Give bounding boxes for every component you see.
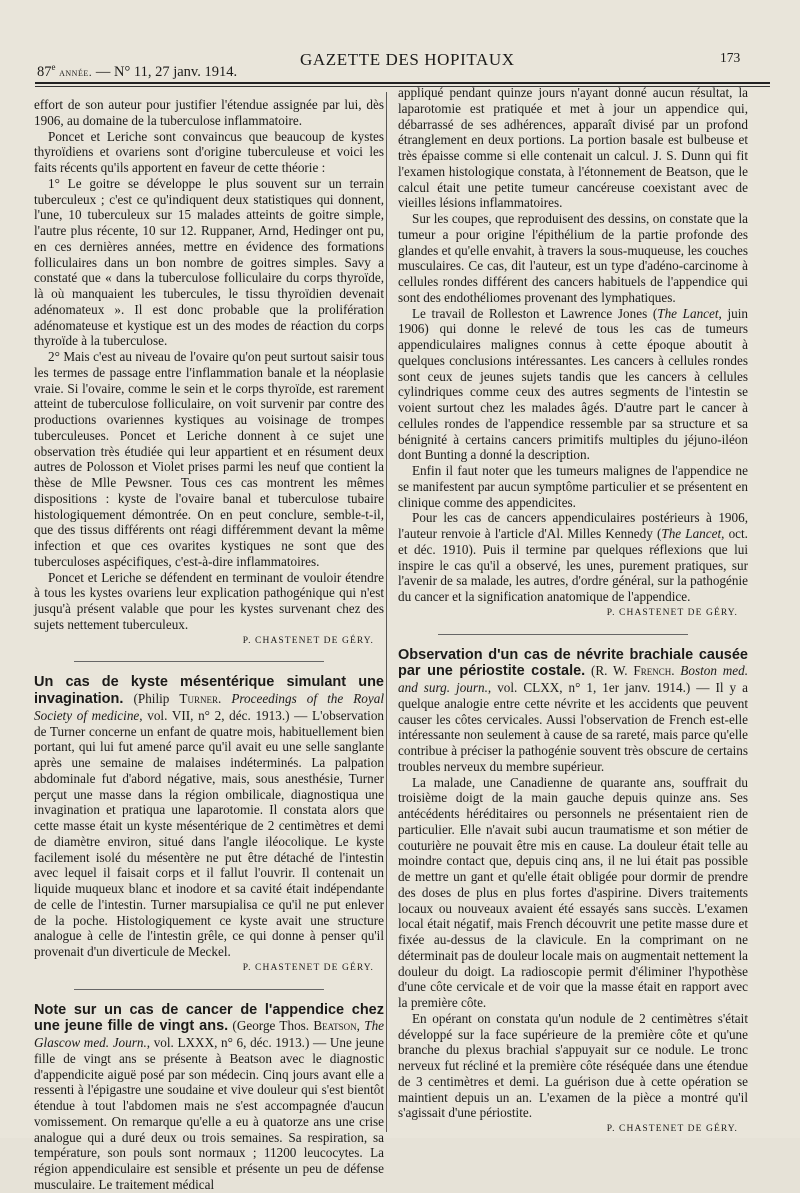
citation-journal: The Lancet — [657, 305, 719, 321]
citation-text: (Philip — [133, 691, 180, 706]
article-separator — [74, 989, 324, 990]
article-appendice — [34, 1002, 384, 1193]
left-column — [34, 97, 384, 1193]
issue-number: 87 — [37, 63, 52, 80]
article-kyste — [34, 674, 384, 960]
article-separator — [74, 661, 324, 662]
header-rule-thick — [35, 82, 770, 84]
citation-journal: The Glascow med. Journ. — [34, 1018, 385, 1050]
article-nevrite — [398, 647, 748, 775]
paragraph: Sur les coupes, que reproduisent des dessins, on constate que la tumeur a pour origine l'épithélium de la partie profonde des glandes et qu'elle envahit, à travers la sous-muqueuse, les couches musculaires. Ce cas, dit l'auteur, est un type d'adéno-carcinome à cellules rondes différent des cancers habituels de l'appendice qui sont des endothéliomes provenant des lymphatiques. — [398, 211, 748, 305]
paragraph-text: Le travail de Rolleston et Lawrence Jones ( — [412, 305, 658, 321]
citation-author: French — [633, 663, 672, 679]
signature: P. CHASTENET DE GÉRY. — [606, 607, 738, 618]
paragraph — [398, 510, 748, 605]
citation-journal: The Lancet — [661, 526, 722, 541]
issue-date: — N° 11, 27 janv. 1914. — [92, 63, 238, 80]
paragraph-text: , juin 1906) qui donne le relevé de tous les cas de tumeurs appendiculaires malignes connus à cette époque aboutit à quelques conclusions intéressantes. Les cancers à cellules rondes sont ceux de jeunes sujets tandis que les cancers à cellules cylindriques comme ceux des autres segments de l'intestin se voient surtout chez les malades âgés. D'autre part le cancer à cellules rondes de l'appendice ressemble par sa structure et sa bénignité à certains cancers primitifs multiples du jéjuno-iléon dont Bunting a donné la description. — [398, 305, 748, 463]
page-number: 173 — [720, 50, 741, 65]
issue-info — [37, 62, 237, 81]
citation-text: , — [356, 1018, 365, 1034]
citation-text: , vol. CLXX, n° 1, 1er janv. 1914.) — — [487, 680, 716, 695]
paragraph — [398, 306, 748, 464]
signature: P. CHASTENET DE GÉRY. — [242, 962, 374, 973]
article-body: Il y a quelque analogie entre cette névrite et les accidents que peuvent causer les côtes cervicales. Aussi l'observation de French est-elle intéressante non seulement à cause de sa rareté, mais parce qu'elle contribue à préciser la pathogénie souvent très obscure de certains troubles nerveux du membre supérieur. — [398, 680, 748, 774]
citation-text: . — [217, 691, 232, 706]
citation-text: (R. W. — [585, 663, 634, 679]
article-title: Observation d'un cas de névrite brachiale causée par une périostite costale. — [398, 646, 748, 680]
citation-text: , vol. LXXX, n° 6, déc. 1913.) — — [146, 1035, 330, 1050]
paragraph-text: , oct. et déc. 1910). Puis il termine par quelques réflexions que lui inspire le cas qu'il a observé, les unes, purement pratiques, sur l'avenir de sa malade, les autres, d'ordre général, sur la pathogénie du cancer et la signification anatomique de l'appendice. — [398, 526, 748, 604]
citation-text: (George Thos. — [228, 1018, 314, 1034]
citation-journal: Proceedings of the Royal Society of medicine — [34, 691, 385, 723]
article-body: Une jeune fille de vingt ans se présente à Beatson avec le diagnostic d'appendicite aiguë posé par son médecin. Cinq jours avant elle a ressenti à l'épigastre une soudaine et vive douleur qui s'est bientôt étendue à tout l'abdomen mais ne s'est accompagnée d'aucun vomissement. On remarque qu'elle a eu à quatorze ans une crise analogue qui a duré deux ou trois semaines. Sa respiration, sa température, son pouls sont normaux ; 11200 leucocytes. La région appendiculaire est sensible et présente un peu de défense musculaire. Le traitement médical — [34, 1035, 384, 1192]
paragraph: appliqué pendant quinze jours n'ayant donné aucun résultat, la laparotomie est pratiquée et met à jour un appendice qui, débarrassé de ses adhérences, apparaît divisé par un profond étranglement en deux portions. La portion basale est bulbeuse et très épaisse comme si elle contenait un calcul. J. S. Dunn qui fit l'examen histologique constata, à l'étonnement de Beatson, que le calcul était une petite tumeur cancéreuse coexistant avec de vieilles lésions inflammatoires. — [398, 85, 748, 211]
article-title: Note sur un cas de cancer de l'appendice chez une jeune fille de vingt ans. — [34, 1001, 384, 1035]
issue-label: année. — [59, 64, 93, 79]
paragraph: Poncet et Leriche se défendent en terminant de vouloir étendre à tous les kystes ovariens leur explication pathogénique qui n'est jusqu'à présent valable que pour les kystes survenant chez des sujets nettement tuberculeux. — [34, 569, 384, 632]
signature: P. CHASTENET DE GÉRY. — [242, 635, 374, 646]
paragraph: Poncet et Leriche sont convaincus que beaucoup de kystes thyroïdiens et ovariens sont d'origine tuberculeuse et voici les faits récents qu'ils apportent en faveur de cette théorie : — [34, 128, 384, 175]
citation-author: Beatson — [313, 1018, 357, 1034]
article-body: L'observation de Turner concerne un enfant de quatre mois, habituellement bien portant, qui lui fut amené parce qu'il avait eu une selle sanglante après une semaine de malaises indéterminés. La palpation abdominale fut d'abord négative, mais, sous anesthésie, Turner perçut une masse dans la région ombilicale, diagnostiqua une invagination et pratiqua une laparotomie. Il constata alors que cette masse était un kyste mésentérique de 2 centimètres et demi de diamètre environ, situé dans l'angle iléocolique. Le kyste facilement isolé du mésentère ne put être détaché de l'intestin avec lequel il faisait corps et il fallut l'ouvrir. Il contenait un liquide muqueux blanc et inodore et sa cavité était indépendante de celle de l'intestin. Turner marsupialisa ce qu'il ne put enlever de la poche. Histologiquement ce kyste avait une structure analogue à celle de l'intestin grêle, ce qui donne à penser qu'il provenait d'un diverticule de Meckel. — [34, 707, 385, 959]
signature: P. CHASTENET DE GÉRY. — [606, 1124, 738, 1134]
issue-number-sup: e — [51, 62, 56, 72]
citation-text: . — [671, 663, 681, 679]
paragraph: 2° Mais c'est au niveau de l'ovaire qu'on peut surtout saisir tous les termes de passage entre l'inflammation banale et la néoplasie vraie. Si l'ovaire, comme le sein et le corps thyroïde, est rarement atteint de tuberculose folliculaire, on voit survenir par contre des productions ovariennes kystiques au voisinage de trompes tuberculeuses. Poncet et Leriche donnent à ce sujet une observation très étudiée qui leur appartient et en résument deux autres de Polosson et Violet prises parmi les neuf que contient la thèse de Mlle Pewsner. Tous ces cas montrent les mêmes dispositions : kyste de l'ovaire banal et tuberculose tubaire histologiquement démontrée. On en peut conclure, semble-t-il, que des tissus différents ont réagi différemment devant la même infection et que ces ovarites kystiques ne sont que des tuberculoses aspécifiques, c'est-à-dire inflammatoires. — [34, 349, 384, 569]
citation-text: , vol. VII, n° 2, déc. 1913.) — — [139, 707, 313, 723]
paragraph-text: Pour les cas de cancers appendiculaires postérieurs à 1906, l'auteur renvoie à l'article d'Al. Milles Kennedy ( — [398, 510, 748, 541]
right-column — [398, 85, 748, 1138]
publication-title: GAZETTE DES HOPITAUX — [300, 50, 515, 69]
citation-author: Turner — [179, 691, 218, 706]
paragraph: 1° Le goitre se développe le plus souvent sur un terrain tuberculeux ; c'est ce qu'indiquent deux statistiques qui donnent, l'une, 10 tuberculeux sur 15 malades atteints de goitre simple, l'autre plus récente, 10 sur 12. Ruppaner, Arnd, Hedinger ont pu, en ces dernières années, mettre en évidence des formations folliculaires dans un bon nombre de goitres simples. Savy a constaté que « dans la tuberculose folliculaire du corps thyroïde, là où manquaient les tubercules, le tissu thyroïdien devenait adénomateux ». Il est donc probable que la prolifération adénomateuse et kystique est un des modes de réaction du corps thyroïde à la tuberculose. — [34, 175, 384, 349]
paragraph: Enfin il faut noter que les tumeurs malignes de l'appendice ne se manifestent par aucun symptôme particulier et se présentent en clinique comme des appendicites. — [398, 463, 748, 510]
column-divider — [386, 92, 387, 1132]
paragraph: La malade, une Canadienne de quarante ans, souffrait du troisième doigt de la main gauche depuis quinze ans. Ses antécédents héréditaires ou personnels ne présentaient rien de particulier. Elle n'avait subi aucun traumatisme et son métier de couturière ne pouvait être mis en cause. La douleur était telle au moindre contact que, depuis cinq ans, il ne lui était pas possible de mettre un gant et qu'elle était obligée pour dormir de prendre des doses de plus en plus fortes d'aspirine. Divers traitements locaux ou nouveaux avaient été essayés sans succès. L'examen local était négatif, mais French découvrit une petite masse dure et fixée au-dessus de la clavicule. En la comprimant on ne déterminait pas de douleur locale mais on augmentait nettement la douleur du doigt. La radioscopie permit d'éliminer l'hypothèse d'une côte cervicale et de voir que la masse était en rapport avec la première côte. — [398, 774, 748, 1010]
article-separator — [438, 634, 688, 635]
article-title: Un cas de kyste mésentérique simulant une invagination. — [34, 674, 384, 707]
paragraph: En opérant on constata qu'un nodule de 2 centimètres s'était développé sur la face supérieure de la première côte et qu'une branche du plexus brachial s'appuyait sur ce nodule. Le tronc nerveux fut récliné et la première côte réséquée dans une étendue de 3 centimètres et demi. La guérison due à cette opération se maintient depuis un an. L'examen de la pièce a montré qu'il s'agissait d'une périostite. — [398, 1010, 748, 1121]
paragraph: effort de son auteur pour justifier l'étendue assignée par lui, dès 1906, au domaine de la tuberculose inflammatoire. — [34, 97, 384, 128]
citation-journal: Boston med. and surg. journ. — [398, 663, 748, 695]
